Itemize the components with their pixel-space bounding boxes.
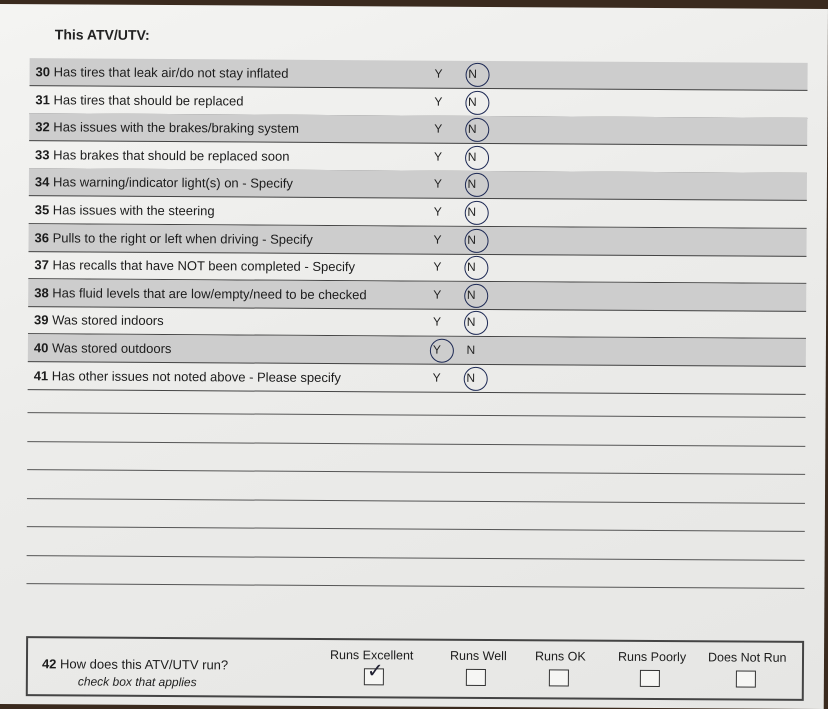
- circled-answer: N: [467, 260, 476, 275]
- question-text: How does this ATV/UTV run?: [60, 656, 229, 673]
- circled-answer: N: [467, 232, 476, 247]
- answer-no[interactable]: [463, 232, 481, 246]
- question-label: [34, 368, 341, 385]
- question-label: [34, 340, 172, 356]
- circled-answer: Y: [432, 342, 441, 357]
- answer-no[interactable]: [464, 67, 482, 81]
- answer-no[interactable]: [462, 370, 480, 384]
- question-text: Was stored outdoors: [48, 340, 172, 357]
- answer-yes[interactable]: Y: [433, 232, 442, 247]
- blank-line[interactable]: [27, 498, 805, 504]
- answer-no[interactable]: [462, 288, 480, 302]
- question-number: 42: [41, 656, 57, 672]
- checkmark-icon: ✓: [366, 660, 384, 683]
- answer-yes[interactable]: Y: [432, 370, 441, 385]
- question-row-41: [28, 362, 806, 395]
- question-text: Has brakes that should be replaced soon: [49, 147, 290, 164]
- question-text: Has issues with the steering: [49, 202, 215, 219]
- question-label: [35, 92, 243, 108]
- blank-line[interactable]: [27, 526, 805, 532]
- blank-line[interactable]: [27, 441, 805, 447]
- answer-yes[interactable]: Y: [434, 149, 443, 164]
- circled-answer: N: [467, 177, 477, 192]
- form-page: [0, 4, 828, 709]
- blank-line[interactable]: [27, 555, 805, 561]
- question-text: Pulls to the right or left when driving - Specify: [48, 229, 313, 247]
- answer-yes[interactable]: Y: [433, 204, 442, 219]
- circled-answer: N: [466, 370, 476, 385]
- question-text: Has warning/indicator light(s) on - Specify: [49, 174, 293, 192]
- question-number: 33: [35, 147, 50, 163]
- question-number: 38: [34, 285, 49, 301]
- question-label: [34, 285, 367, 302]
- circled-answer: N: [466, 287, 476, 302]
- answer-yes[interactable]: Y: [434, 121, 443, 136]
- answer-no[interactable]: [462, 315, 480, 329]
- question-number: 32: [35, 119, 50, 135]
- circled-answer: N: [467, 149, 477, 164]
- blank-line[interactable]: [28, 412, 806, 418]
- question-text: Has tires that leak air/do not stay inflated: [50, 64, 289, 81]
- question-42: [42, 656, 228, 672]
- option-checkbox[interactable]: [549, 669, 569, 686]
- option-checkbox[interactable]: [736, 671, 756, 688]
- answer-no[interactable]: [463, 177, 481, 191]
- question-text: Has tires that should be replaced: [49, 91, 244, 109]
- circled-answer: N: [468, 66, 477, 81]
- section-title: This ATV/UTV:: [54, 26, 150, 43]
- option-checkbox[interactable]: [640, 670, 660, 687]
- answer-yes[interactable]: Y: [433, 177, 442, 192]
- question-hint: check box that applies: [77, 674, 197, 690]
- question-number: 31: [35, 91, 50, 107]
- circled-answer: N: [466, 315, 476, 330]
- question-label: [35, 202, 215, 218]
- question-number: 35: [34, 202, 50, 218]
- answer-yes[interactable]: Y: [434, 66, 443, 81]
- question-number: 39: [34, 312, 49, 328]
- question-text: Has recalls that have NOT been completed - Specify: [48, 257, 356, 275]
- question-label: [35, 147, 289, 164]
- question-number: 37: [34, 257, 49, 273]
- answer-yes[interactable]: [428, 343, 446, 357]
- circled-answer: N: [467, 122, 477, 137]
- answer-yes[interactable]: Y: [433, 259, 442, 274]
- answer-no[interactable]: [463, 122, 481, 136]
- option-label: Runs OK: [534, 649, 586, 664]
- question-label: [35, 119, 299, 136]
- question-42-box: [26, 636, 804, 701]
- question-text: Has other issues not noted above - Please specify: [48, 367, 341, 385]
- question-number: 41: [33, 367, 49, 383]
- answer-no[interactable]: [462, 260, 480, 274]
- question-label: [34, 313, 164, 329]
- answer-no[interactable]: [463, 205, 481, 219]
- option-label: Runs Well: [449, 648, 507, 664]
- question-label: [35, 230, 313, 247]
- question-label: [35, 175, 293, 192]
- question-text: Has fluid levels that are low/empty/need to be checked: [48, 285, 367, 303]
- question-text: Has issues with the brakes/braking system: [49, 119, 300, 137]
- answer-yes[interactable]: Y: [433, 315, 442, 330]
- blank-line[interactable]: [26, 583, 804, 589]
- answer-yes[interactable]: Y: [433, 287, 442, 302]
- answer-no[interactable]: [463, 94, 481, 108]
- option-checkbox[interactable]: [466, 669, 486, 686]
- option-label: Runs Excellent: [329, 648, 414, 663]
- option-checkbox[interactable]: [364, 660, 384, 685]
- circled-answer: N: [468, 94, 477, 109]
- answer-no[interactable]: N: [466, 342, 476, 357]
- question-number: 36: [34, 229, 50, 245]
- circled-answer: N: [467, 204, 477, 219]
- question-number: 30: [35, 64, 51, 80]
- question-label: [36, 64, 289, 81]
- option-label: Does Not Run: [707, 650, 787, 665]
- answer-no[interactable]: [463, 150, 481, 164]
- question-label: [34, 257, 355, 274]
- blank-line[interactable]: [27, 469, 805, 475]
- question-text: Was stored indoors: [48, 312, 164, 329]
- question-number: 40: [33, 340, 49, 356]
- answer-yes[interactable]: Y: [434, 94, 443, 109]
- option-label: Runs Poorly: [617, 649, 687, 665]
- specify-lines: [0, 4, 828, 9]
- question-number: 34: [34, 174, 50, 190]
